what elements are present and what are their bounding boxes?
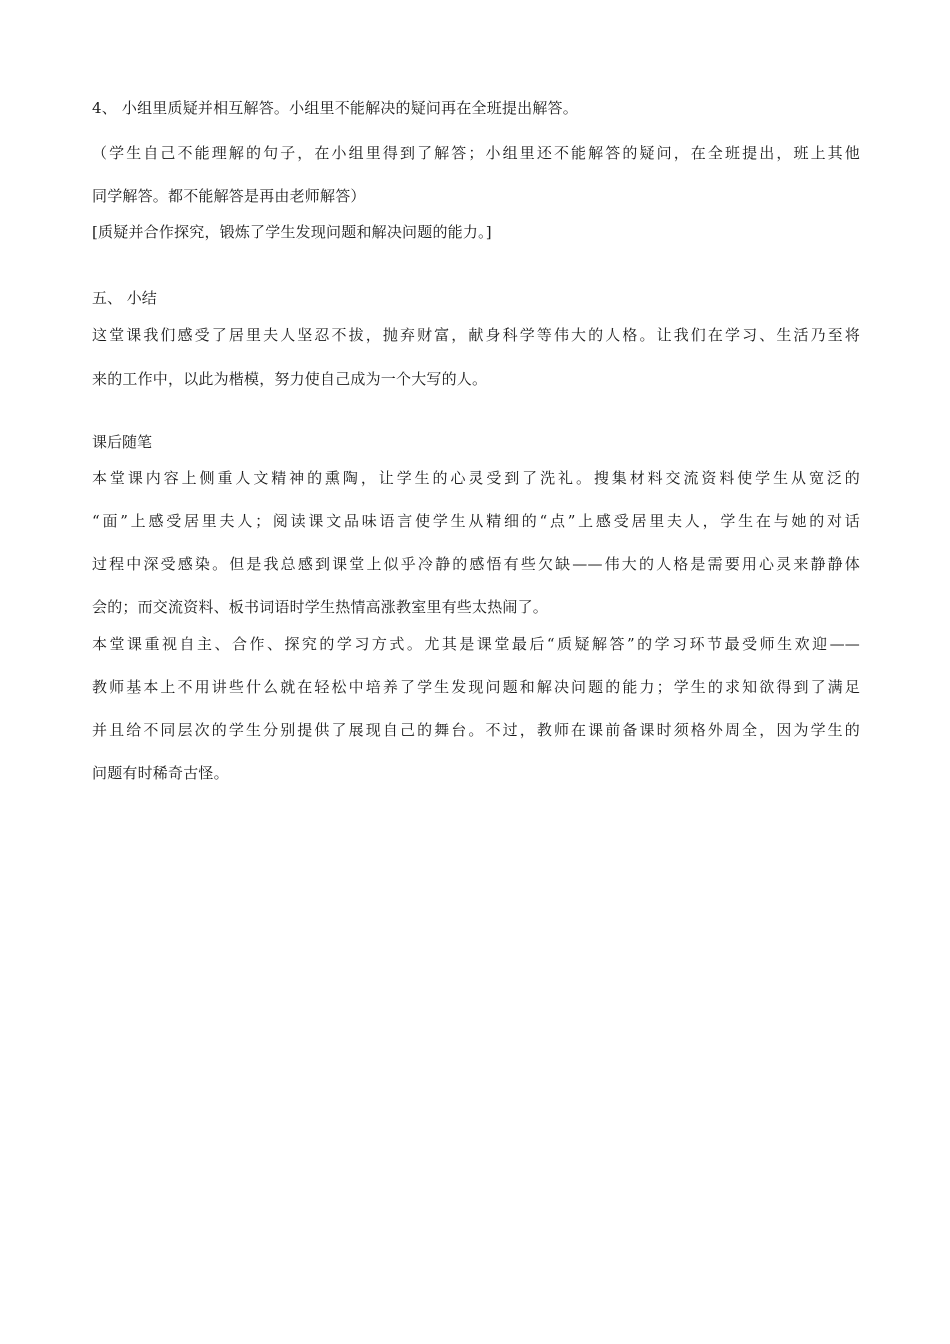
summary-heading: 五、 小结: [92, 289, 157, 307]
notes-heading: 课后随笔: [92, 433, 153, 451]
summary-line-1: 这堂课我们感受了居里夫人坚忍不拔，抛弃财富，献身科学等伟大的人格。让我们在学习、生活乃至将: [92, 326, 860, 344]
notes-p2-line-4: 问题有时稀奇古怪。: [92, 764, 229, 782]
notes-p2-line-3: 并且给不同层次的学生分别提供了展现自己的舞台。不过，教师在课前备课时须格外周全，因为学生的: [92, 721, 860, 739]
notes-p1-line-1: 本堂课内容上侧重人文精神的熏陶，让学生的心灵受到了洗礼。搜集材料交流资料使学生从宽泛的: [92, 469, 860, 487]
step-4-note-line-2: 同学解答。都不能解答是再由老师解答）: [92, 187, 366, 205]
step-4-item: 4、 小组里质疑并相互解答。小组里不能解决的疑问再在全班提出解答。: [92, 99, 578, 117]
notes-p1-line-2: “面”上感受居里夫人；阅读课文品味语言使学生从精细的“点”上感受居里夫人，学生在与她的对话: [92, 512, 860, 530]
notes-p2-line-2: 教师基本上不用讲些什么就在轻松中培养了学生发现问题和解决问题的能力；学生的求知欲得到了满足: [92, 678, 860, 696]
step-4-comment: [质疑并合作探究，锻炼了学生发现问题和解决问题的能力。]: [92, 223, 492, 241]
notes-p2-line-1: 本堂课重视自主、合作、探究的学习方式。尤其是课堂最后“质疑解答”的学习环节最受师生欢迎——: [92, 635, 860, 653]
step-4-note-line-1: （学生自己不能理解的句子，在小组里得到了解答；小组里还不能解答的疑问，在全班提出，班上其他: [92, 144, 860, 162]
notes-p1-line-4: 会的；而交流资料、板书词语时学生热情高涨教室里有些太热闹了。: [92, 598, 549, 616]
summary-line-2: 来的工作中，以此为楷模，努力使自己成为一个大写的人。: [92, 370, 488, 388]
notes-p1-line-3: 过程中深受感染。但是我总感到课堂上似乎冷静的感悟有些欠缺——伟大的人格是需要用心灵来静静体: [92, 555, 860, 573]
